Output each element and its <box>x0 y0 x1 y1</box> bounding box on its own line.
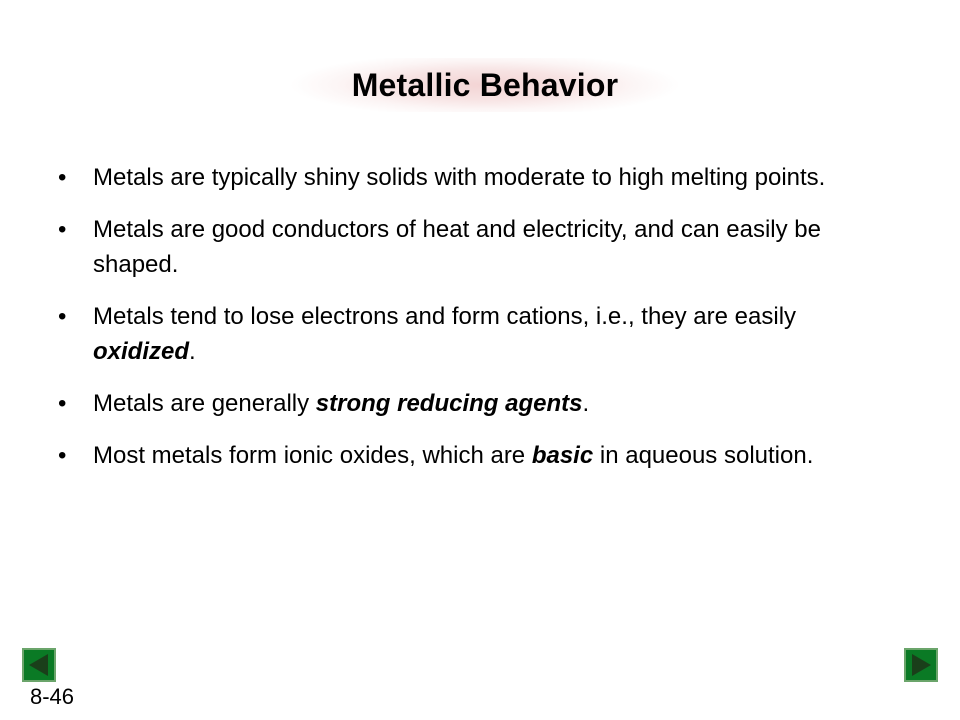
next-slide-button[interactable] <box>904 648 938 682</box>
bullet-list <box>58 160 898 490</box>
bullet-item <box>58 299 898 369</box>
slide-number: 8-46 <box>30 684 75 709</box>
bullet-marker: • <box>58 216 67 243</box>
bullet-text: Metals are good conductors of heat and electricity, and can easily be shaped. <box>93 216 821 278</box>
bullet-marker: • <box>58 390 67 417</box>
bullet-marker: • <box>58 303 67 330</box>
bullet-text: Metals are generally <box>93 390 316 417</box>
bullet-item <box>58 438 898 473</box>
bullet-marker: • <box>58 442 67 469</box>
prev-arrow-icon <box>26 652 52 678</box>
bullet-item <box>58 386 898 421</box>
slide-title: Metallic Behavior <box>351 66 619 103</box>
bullet-text-end: . <box>189 338 196 365</box>
bullet-text: Metals tend to lose electrons and form cations, i.e., they are easily <box>93 303 797 330</box>
bullet-item <box>58 160 898 195</box>
title-banner <box>290 58 680 112</box>
previous-slide-button[interactable] <box>22 648 56 682</box>
emphasis-reducing-agents: strong reducing agents <box>315 390 583 417</box>
bullet-text-end: . <box>582 390 590 417</box>
emphasis-basic: basic <box>531 442 594 469</box>
emphasis-oxidized: oxidized <box>93 338 190 365</box>
bullet-text-end: in aqueous solution. <box>593 442 814 469</box>
bullet-item <box>58 212 898 282</box>
bullet-marker: • <box>58 164 67 191</box>
bullet-text: Metals are typically shiny solids with moderate to high melting points. <box>93 164 826 191</box>
bullet-text: Most metals form ionic oxides, which are <box>93 442 532 469</box>
next-arrow-icon <box>908 652 934 678</box>
